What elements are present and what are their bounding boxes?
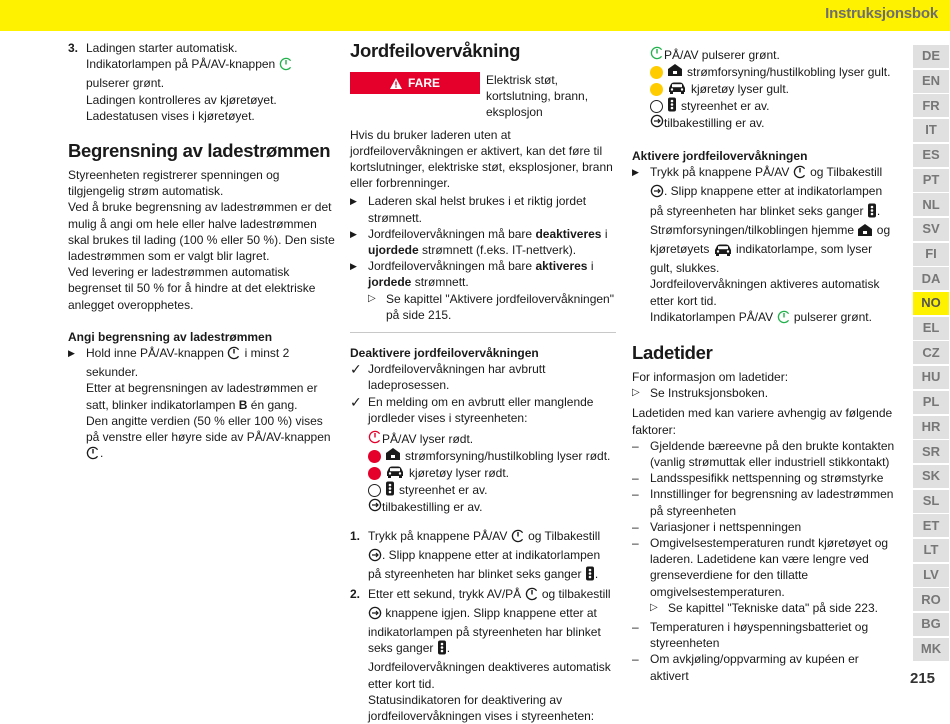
text: og tilbakestill [541,586,611,601]
cross-reference[interactable] [632,385,897,401]
status-line [632,98,897,115]
paragraph: Ved å bruke begrensning av ladestrømmen er det mulig å angi om hele eller halve ladestrømmen skal brukes til lading (100 % eller 50 %). Den siste ladestrømmen som er valgt blir lagret. [68,200,335,264]
plug-icon [857,223,873,241]
text: tilbakestilling er av. [664,116,765,131]
page-number: 215 [910,670,936,687]
section-heading: Jordfeilovervåkning [350,40,521,61]
bullet-icon: ▶ [350,196,357,207]
list-item [350,258,616,290]
text: . [594,567,599,582]
text: . [446,641,451,656]
text: Indikatorlampen på PÅ/AV-knappen [86,57,276,72]
divider [350,332,616,333]
language-tab-pl[interactable]: PL [913,391,949,414]
arrow-icon: ▷ [650,601,658,613]
language-tab-et[interactable]: ET [913,514,949,537]
status-dot-red [368,450,381,463]
status-dot-off [368,484,381,497]
text: . Slipp knappene etter at indikatorlampen på styreenheten har blinket seks ganger [650,184,883,218]
list-item-detail [632,309,897,328]
power-icon [511,529,525,547]
subheading: Angi begrensning av ladestrømmen [68,329,273,344]
power-icon [525,587,539,605]
text: strømnett. [414,275,469,290]
text: . [876,203,881,218]
car-icon [713,243,733,260]
text: Laderen skal helst brukes i et riktig jordet strømnett. [368,194,587,225]
warning-triangle-icon [390,78,402,89]
bold-text: jordede [368,275,412,290]
language-tab-cz[interactable]: CZ [913,341,949,364]
step-number: 2. [350,586,361,601]
list-item: – Innstillinger for begrensning av ladestrømmen på styreenheten [632,486,897,518]
text: knappene igjen. Slipp knappene etter at indikatorlampen på styreenheten har blinket seks ganger [368,605,601,656]
text: Jordfeilovervåkningen har avbrutt ladeprosessen. [368,362,546,393]
language-tab-hr[interactable]: HR [913,416,949,439]
power-icon [777,310,791,328]
bullet-icon: ▶ [350,228,357,239]
text: Ladestatusen vises i kjøretøyet. [86,108,255,123]
text: Om avkjøling/oppvarming av kupéen er aktivert [650,652,859,683]
text: pulserer grønt. [86,76,165,91]
list-item: – Om avkjøling/oppvarming av kupéen er aktivert [632,651,897,683]
bold-text: aktiveres [535,259,588,274]
control-unit-icon [585,566,595,585]
step-number: 3. [68,41,79,55]
text: Omgivelsestemperaturen rundt kjøretøyet og laderen. Ladetidene kan være lengre ved grenseverdiene for den tillatte omgivelsestemperaturen. [650,536,889,599]
text: Den angitte verdien (50 % eller 100 %) vises på venstre eller høyre side av PÅ/AV-knappen [86,413,331,445]
language-tab-el[interactable]: EL [913,317,949,340]
reset-icon [368,498,382,516]
bold-text: ujordede [368,243,419,258]
text: styreenhet er av. [681,99,770,114]
step-number: 1. [350,529,361,544]
text: Trykk på knappene PÅ/AV [368,529,508,544]
list-item-detail [632,222,897,277]
text: og Tilbakestill [810,165,883,180]
list-item: – Landsspesifikk nettspenning og strømstyrke [632,471,884,486]
text: Jordfeilovervåkningen må bare [368,226,533,241]
arrow-icon: ▷ [632,387,640,399]
status-line [632,47,897,64]
text: indikatorlampe, som lyser gult, slukkes. [650,242,873,276]
text: Se kapittel "Aktivere jordfeilovervåkningen" på side 215. [386,291,614,322]
paragraph: Ladetiden med kan variere avhengig av følgende faktorer: [632,406,893,437]
text: Trykk på knappene PÅ/AV [650,165,790,180]
text: Gjeldende bæreevne på den brukte kontakten (vanlig strømuttak eller industriell stikkontakt) [650,438,895,470]
bold-text: deaktiveres [535,226,602,241]
language-tab-fi[interactable]: FI [913,243,949,266]
list-item-detail [68,380,336,412]
car-icon [667,81,687,98]
language-tab-fr[interactable]: FR [913,94,949,117]
car-icon [385,465,405,482]
reset-icon [650,114,664,132]
paragraph: Hvis du bruker laderen uten at jordfeilovervåkningen er aktivert, kan det føre til kortslutninger, elektriske støt, eksplosjoner, brann eller forbrenninger. [350,127,613,191]
text: kjøretøy lyser rødt. [409,466,510,481]
text: Jordfeilovervåkningen deaktiveres automatisk etter kort tid. [368,660,611,691]
text: styreenhet er av. [399,483,488,498]
language-tab-sv[interactable]: SV [913,218,949,241]
text: og kjøretøyets [650,222,891,257]
text: PÅ/AV lyser rødt. [382,432,474,447]
paragraph: Styreenheten registrerer spenningen og tilgjengelig strøm automatisk. [68,168,280,199]
column-1 [68,40,336,464]
danger-badge [350,72,480,94]
language-tab-bg[interactable]: BG [913,613,949,636]
text: . [100,446,104,461]
text: Se kapittel "Tekniske data" på side 223. [668,600,878,615]
bold-text: B [238,397,248,412]
control-unit-icon [667,97,677,116]
status-line [350,431,616,448]
list-item: – Gjeldende bæreevne på den brukte kontakten (vanlig strømuttak eller industriell stikkontakt) [632,438,897,470]
column-2 [350,40,616,724]
text: En melding om en avbrutt eller manglende jordleder vises i styreenheten: [368,394,594,425]
section-heading: Ladetider [632,342,713,364]
step-3-detail [68,56,336,91]
text: tilbakestilling er av. [382,500,483,515]
paragraph: For informasjon om ladetider: [632,370,789,385]
text: Etter at begrensningen av ladestrømmen er satt, blinker indikatorlampen [86,381,318,412]
list-item [632,164,897,222]
text: og Tilbakestill [528,529,601,544]
danger-label: FARE [407,75,440,90]
text: Innstillinger for begrensning av ladestrømmen på styreenheten [650,487,894,518]
text: pulserer grønt. [793,309,872,324]
list-item: – Variasjoner i nettspenningen [632,519,802,534]
text: strømforsyning/hustilkobling lyser gult. [687,65,891,80]
check-item [350,394,616,426]
plug-icon [385,447,401,465]
language-tab-ro[interactable]: RO [913,588,949,611]
text: i [590,259,594,274]
status-line [350,499,616,516]
list-item: – Temperaturen i høyspenningsbatteriet og styreenheten [632,619,897,651]
list-item [68,345,336,380]
paragraph: Ved levering er ladestrømmen automatisk begrenset til 50 % for å hindre at det elektriske anlegget overopphetes. [68,265,316,312]
language-tab-lt[interactable]: LT [913,539,949,562]
text: Se Instruksjonsboken. [650,386,769,401]
text: PÅ/AV pulserer grønt. [664,48,780,63]
language-tab-it[interactable]: IT [913,119,949,142]
status-dot-off [650,100,663,113]
column-3 [632,47,897,684]
status-line [350,482,616,499]
text: kjøretøy lyser gult. [691,82,790,97]
bullet-icon: ▶ [632,167,639,178]
text: . Slipp knappene etter at indikatorlampen på styreenheten har blinket seks ganger [368,548,601,582]
text: Indikatorlampen PÅ/AV [650,309,774,324]
power-icon [650,46,664,64]
plug-icon [667,63,683,81]
status-line [632,81,897,98]
language-tab-mk[interactable]: MK [913,638,949,661]
control-unit-icon [867,203,877,222]
subheading: Deaktivere jordfeilovervåkningen [350,346,539,361]
status-line [632,115,897,132]
language-tab-sl[interactable]: SL [913,490,949,513]
language-tab-da[interactable]: DA [913,267,949,290]
status-dot-yellow [650,66,663,79]
text: Statusindikatoren for deaktivering av jordfeilovervåkningen vises i styreenheten: [368,692,595,724]
language-tab-no[interactable]: NO [913,292,949,315]
danger-notice [350,72,616,121]
subheading: Aktivere jordfeilovervåkningen [632,149,808,163]
arrow-icon: ▷ [368,292,376,304]
text: i minst 2 sekunder. [86,346,290,380]
bullet-icon: ▶ [68,348,75,359]
checkmark-icon: ✓ [350,393,362,410]
status-dot-yellow [650,83,663,96]
checkmark-icon: ✓ [350,361,362,378]
text: Temperaturen i høyspenningsbatteriet og styreenheten [650,620,869,651]
power-icon [86,446,100,464]
text: strømforsyning/hustilkobling lyser rødt. [405,449,611,464]
language-tab-nl[interactable]: NL [913,193,949,216]
language-tab-de[interactable]: DE [913,45,949,68]
step-1 [350,528,616,586]
text: Hold inne PÅ/AV-knappen [86,346,224,361]
control-unit-icon [385,481,395,500]
status-dot-red [368,467,381,480]
language-tab-sk[interactable]: SK [913,465,949,488]
status-line [632,64,897,81]
step-2 [350,586,616,660]
step-3 [68,40,336,56]
power-icon [227,346,241,364]
reset-icon [368,606,382,624]
status-line [350,448,616,465]
list-item-detail: Jordfeilovervåkningen aktiveres automatisk etter kort tid. [650,277,880,308]
text: Etter ett sekund, trykk AV/PÅ [368,586,522,601]
control-unit-icon [437,640,447,659]
power-icon [279,57,293,75]
reset-icon [650,184,664,202]
text: i [604,226,608,241]
language-tab-hu[interactable]: HU [913,366,949,389]
power-icon [793,165,807,183]
text: Landsspesifikk nettspenning og strømstyrke [650,471,884,486]
cross-reference[interactable] [632,600,897,616]
list-item: – Omgivelsestemperaturen rundt kjøretøyet og laderen. Ladetidene kan være lengre ved grenseverdiene for den tillatte omgivelsestemperaturen. [632,535,897,600]
language-tab-en[interactable]: EN [913,70,949,93]
danger-text: Elektrisk støt, kortslutning, brann, eksplosjon [486,73,589,120]
check-item [350,361,616,393]
language-tab-es[interactable]: ES [913,144,949,167]
language-tab-pt[interactable]: PT [913,169,949,192]
language-tab-lv[interactable]: LV [913,564,949,587]
text: Jordfeilovervåkningen må bare [368,259,533,274]
status-line [350,465,616,482]
text: Variasjoner i nettspenningen [650,519,802,534]
header-title: Instruksjonsbok [825,5,938,22]
text: Ladingen kontrolleres av kjøretøyet. [86,92,277,107]
text: Strømforsyningen/tilkoblingen hjemme [650,222,855,237]
step-text: Ladingen starter automatisk. [86,41,238,55]
list-item-detail [68,413,336,465]
cross-reference[interactable] [350,291,616,323]
reset-icon [368,548,382,566]
list-item [350,193,616,225]
page-header [0,0,950,31]
text: én gang. [250,397,298,412]
text: strømnett (f.eks. IT-nettverk). [422,243,577,258]
list-item [350,226,616,258]
section-heading: Begrensning av ladestrømmen [68,140,331,162]
power-icon [368,430,382,448]
bullet-icon: ▶ [350,261,357,272]
language-tab-sr[interactable]: SR [913,440,949,463]
